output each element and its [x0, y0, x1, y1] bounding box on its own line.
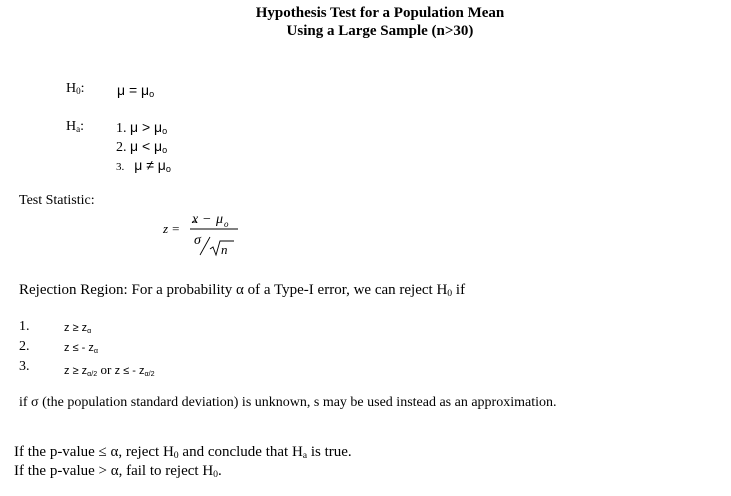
- formula-xbar: x: [192, 212, 199, 227]
- sigma-note: if σ (the population standard deviation) is unknown, s may be used instead as an approximation.: [19, 395, 557, 410]
- formula-lhs: z =: [163, 221, 181, 236]
- rejection-item-number: 2.: [19, 339, 30, 354]
- page-title: Hypothesis Test for a Population Mean: [255, 5, 505, 21]
- alternative-item: [116, 119, 167, 137]
- alternative-item: [116, 157, 171, 175]
- test-statistic-label: Test Statistic:: [19, 193, 95, 208]
- null-hypothesis-label: $H_0$:: [66, 81, 85, 96]
- rejection-item-number: 3.: [19, 359, 30, 374]
- rejection-item-expression: $z \ge z_{\alpha/2}$ or z ≤ - $z_{\alpha/2}$: [64, 362, 155, 378]
- formula-sigma: σ: [194, 233, 201, 248]
- null-hypothesis-expression: $\mu = \mu_o$: [117, 82, 155, 99]
- formula-mu: μ: [216, 212, 224, 227]
- alternative-expression: $\mu < \mu_o$: [130, 138, 168, 155]
- alternative-number: 2.: [116, 140, 127, 155]
- pvalue-reject-rule: If the p-value ≤ α, reject $H_0$ and conclude that $H_a$ is true.: [14, 444, 352, 461]
- formula-minus: −: [203, 212, 211, 227]
- rejection-region-intro: Rejection Region: For a probability α of a Type-I error, we can reject $H_0$ if: [19, 282, 466, 299]
- rejection-item-expression: z ≤ - $z_\alpha$: [64, 342, 99, 355]
- alternative-expression: $\mu > \mu_o$: [130, 119, 168, 136]
- formula-n: n: [221, 242, 228, 257]
- pvalue-fail-rule: If the p-value > α, fail to reject $H_0$.: [14, 463, 222, 480]
- alternative-number: 1.: [116, 121, 127, 136]
- rejection-item-expression: $z \ge z_\alpha$: [64, 322, 92, 335]
- alternative-hypothesis-label: $H_a$:: [66, 119, 85, 134]
- formula-mu-sub: o: [224, 219, 229, 229]
- z-formula: [160, 203, 270, 261]
- page-subtitle: Using a Large Sample (n>30): [286, 23, 474, 39]
- alternative-number: 3.: [116, 161, 125, 173]
- alternative-item: [116, 138, 167, 156]
- slash-line: [200, 237, 210, 255]
- rejection-item-number: 1.: [19, 319, 30, 334]
- alternative-expression: $\mu \ne \mu_o$: [134, 157, 171, 174]
